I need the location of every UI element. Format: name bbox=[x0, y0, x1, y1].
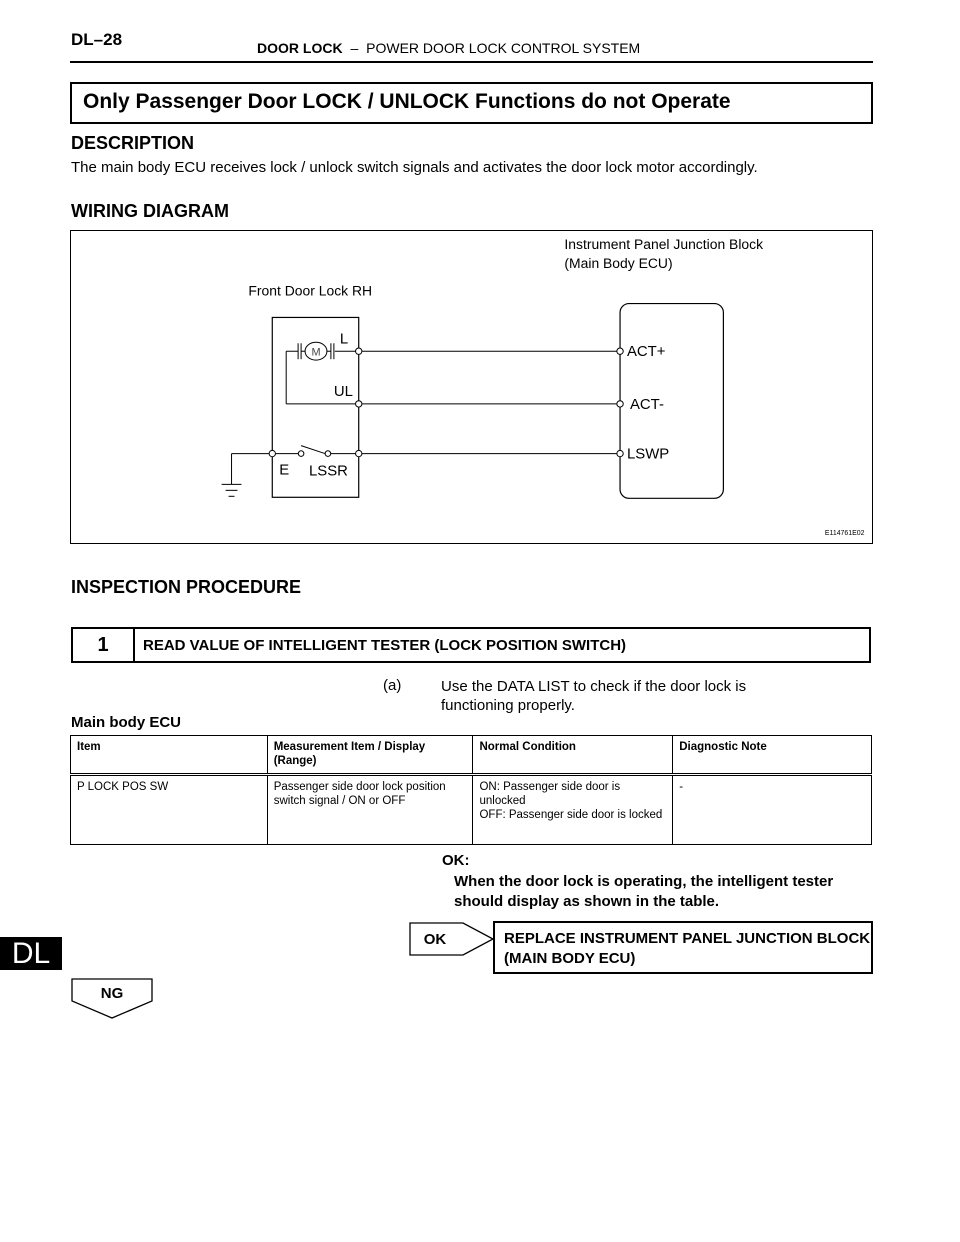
ok-tag-label: OK bbox=[423, 931, 447, 948]
ok-label: OK: bbox=[442, 852, 470, 869]
pin-lssr: LSSR bbox=[309, 463, 348, 480]
header-title bbox=[257, 40, 640, 56]
ecu-label-line2: (Main Body ECU) bbox=[564, 254, 673, 271]
cell-item: P LOCK POS SW bbox=[71, 775, 268, 845]
step-box bbox=[71, 627, 871, 663]
motor-symbol: M bbox=[311, 346, 321, 359]
ecu-pin-lswp: LSWP bbox=[627, 446, 670, 463]
pin-ul: UL bbox=[333, 383, 353, 400]
wiring-heading: WIRING DIAGRAM bbox=[71, 201, 229, 221]
header-diagnostic-note: Diagnostic Note bbox=[673, 736, 872, 775]
header-separator: – bbox=[350, 40, 359, 56]
step-title: READ VALUE OF INTELLIGENT TESTER (LOCK POSITION SWITCH) bbox=[143, 637, 627, 654]
header-item: Item bbox=[71, 736, 268, 775]
instruction-text: Use the DATA LIST to check if the door lock is functioning properly. bbox=[441, 678, 747, 714]
side-tab: DL bbox=[0, 937, 62, 970]
description-heading: DESCRIPTION bbox=[71, 133, 195, 153]
ng-arrow-tag bbox=[71, 978, 155, 1020]
normal-on: ON: Passenger side door is unlocked bbox=[479, 781, 621, 807]
inspection-heading: INSPECTION PROCEDURE bbox=[71, 577, 302, 597]
wiring-diagram bbox=[70, 230, 873, 544]
normal-off: OFF: Passenger side door is locked bbox=[479, 809, 663, 821]
ecu-label-line1: Instrument Panel Junction Block bbox=[564, 235, 764, 252]
table-caption: Main body ECU bbox=[71, 714, 182, 731]
instruction-marker: (a) bbox=[383, 677, 402, 694]
description-text: The main body ECU receives lock / unlock switch signals and activates the door lock motor accordingly. bbox=[71, 159, 758, 176]
door-lock-label: Front Door Lock RH bbox=[248, 282, 373, 299]
ok-action-box bbox=[493, 921, 873, 974]
cell-normal-condition bbox=[473, 775, 673, 845]
header-measurement: Measurement Item / Display (Range) bbox=[267, 736, 473, 775]
title-box bbox=[70, 82, 873, 124]
header-rule bbox=[70, 61, 873, 63]
ecu-pin-act-minus: ACT- bbox=[629, 396, 664, 413]
header-section: DOOR LOCK bbox=[257, 40, 343, 56]
pin-l: L bbox=[339, 331, 349, 348]
cell-measurement: Passenger side door lock position switch signal / ON or OFF bbox=[267, 775, 473, 845]
page-title: Only Passenger Door LOCK / UNLOCK Functions do not Operate bbox=[83, 90, 731, 113]
pin-e: E bbox=[279, 462, 290, 479]
ecu-pin-act-plus: ACT+ bbox=[627, 344, 666, 361]
ok-text: When the door lock is operating, the intelligent tester should display as shown in the table. bbox=[454, 873, 834, 910]
switch-blade bbox=[301, 446, 325, 454]
page-number: DL–28 bbox=[71, 30, 123, 49]
terminal-circles bbox=[269, 348, 623, 457]
cell-diagnostic-note: - bbox=[673, 775, 872, 845]
data-list-table bbox=[70, 735, 872, 845]
ok-action-text: REPLACE INSTRUMENT PANEL JUNCTION BLOCK (MAIN BODY ECU) bbox=[504, 930, 871, 967]
ok-arrow-tag bbox=[409, 922, 495, 956]
ng-tag-label: NG bbox=[100, 985, 124, 1002]
header-normal-condition: Normal Condition bbox=[473, 736, 673, 775]
step-number: 1 bbox=[73, 629, 135, 661]
header-subsection: POWER DOOR LOCK CONTROL SYSTEM bbox=[366, 40, 641, 56]
table-header-row bbox=[71, 736, 872, 775]
figure-id: E114761E02 bbox=[824, 530, 865, 538]
table-row bbox=[71, 775, 872, 845]
